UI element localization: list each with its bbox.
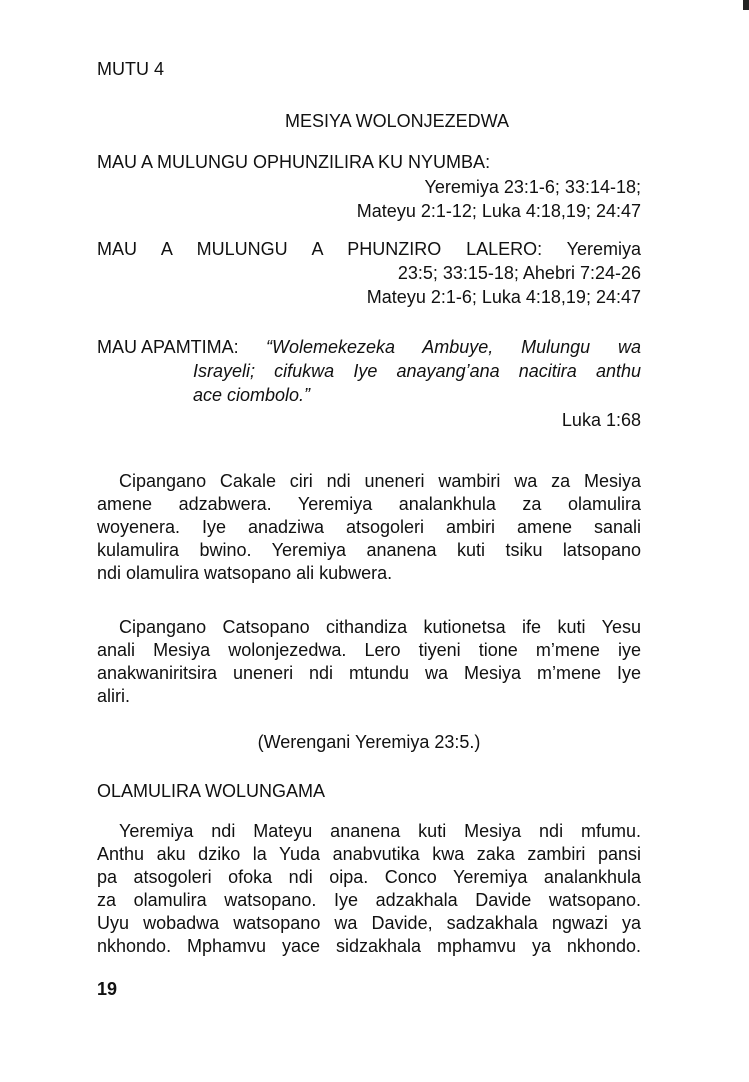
- paragraph-line: anali Mesiya wolonjezedwa. Lero tiyeni tione m’mene iye: [97, 640, 641, 660]
- home-reading-ref: Yeremiya 23:1-6; 33:14-18;: [424, 177, 641, 197]
- paragraph-line: ndi olamulira watsopano ali kubwera.: [97, 563, 393, 583]
- page-number: 19: [97, 979, 118, 999]
- lesson-reading-label: MAU A MULUNGU A PHUNZIRO LALERO: Yeremiya: [97, 239, 641, 259]
- paragraph-line: Cipangano Cakale ciri ndi uneneri wambiri wa za Mesiya: [119, 471, 641, 491]
- memory-verse-line: ace ciombolo.”: [193, 385, 311, 405]
- paragraph-line: aliri.: [97, 686, 131, 706]
- memory-verse-line: “Wolemekezeka Ambuye, Mulungu wa: [266, 337, 641, 357]
- paragraph-line: Uyu wobadwa watsopano wa Davide, sadzakhala ngwazi ya: [97, 913, 641, 933]
- home-reading-label: MAU A MULUNGU OPHUNZILIRA KU NYUMBA:: [97, 152, 491, 172]
- paragraph-line: kulamulira bwino. Yeremiya ananena kuti tsiku latsopano: [97, 540, 641, 560]
- memory-verse-ref: Luka 1:68: [561, 410, 641, 430]
- paragraph-line: amene adzabwera. Yeremiya analankhula za olamulira: [97, 494, 641, 514]
- paragraph-line: woyenera. Iye anadziwa atsogoleri ambiri amene sanali: [97, 517, 641, 537]
- page-title: MESIYA WOLONJEZEDWA: [284, 111, 510, 131]
- section-heading: OLAMULIRA WOLUNGAMA: [97, 781, 326, 801]
- chapter-label: MUTU 4: [97, 59, 164, 79]
- lesson-reading-ref: 23:5; 33:15-18; Ahebri 7:24-26: [397, 263, 641, 283]
- paragraph-line: Yeremiya ndi Mateyu ananena kuti Mesiya ndi mfumu.: [119, 821, 641, 841]
- memory-verse-line: Israyeli; cifukwa Iye anayang’ana nacitira anthu: [193, 361, 641, 381]
- lesson-reading-ref: Mateyu 2:1-6; Luka 4:18,19; 24:47: [366, 287, 641, 307]
- scan-mark: [743, 0, 749, 10]
- paragraph-line: nkhondo. Mphamvu yace sidzakhala mphamvu ya nkhondo.: [97, 936, 641, 956]
- paragraph-line: anakwaniritsira uneneri ndi mtundu wa Mesiya m’mene Iye: [97, 663, 641, 683]
- home-reading-ref: Mateyu 2:1-12; Luka 4:18,19; 24:47: [356, 201, 641, 221]
- memory-verse-label: MAU APAMTIMA:: [97, 337, 239, 357]
- paragraph-line: pa atsogoleri ofoka ndi oipa. Conco Yeremiya analankhula: [97, 867, 641, 887]
- paragraph-line: Anthu aku dziko la Yuda anabvutika kwa zaka zambiri pansi: [97, 844, 641, 864]
- read-note: (Werengani Yeremiya 23:5.): [257, 732, 481, 752]
- paragraph-line: za olamulira watsopano. Iye adzakhala Davide watsopano.: [97, 890, 641, 910]
- paragraph-line: Cipangano Catsopano cithandiza kutionetsa ife kuti Yesu: [119, 617, 641, 637]
